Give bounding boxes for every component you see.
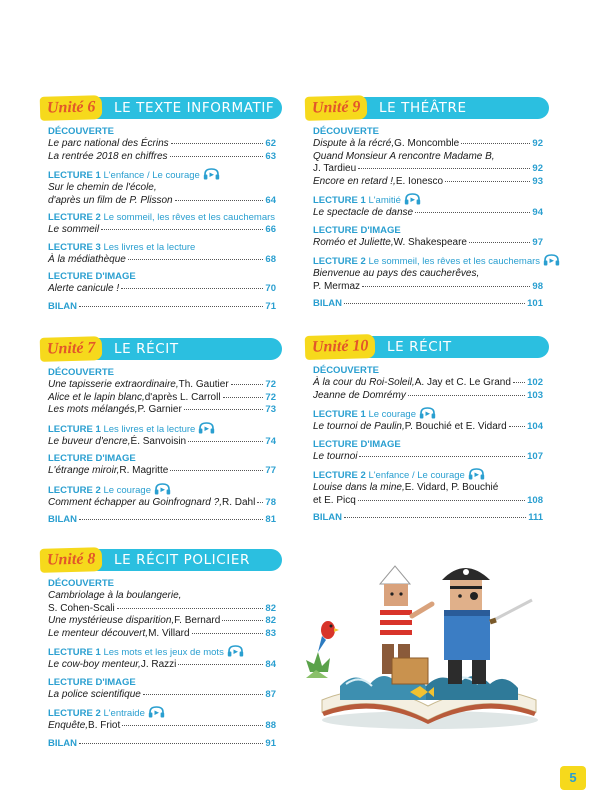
unit-content [40,126,276,313]
section-label: LECTURE 2 [48,212,101,223]
audio-headphones-icon[interactable] [198,422,215,434]
toc-entry[interactable] [313,207,543,220]
toc-entry[interactable] [313,163,543,176]
section-heading [313,407,543,421]
page-number: 5 [560,766,586,790]
section-label: LECTURE 2 [48,708,101,719]
entry-title: Le sommeil [48,224,100,235]
leader-dots [257,502,263,503]
leader-dots [408,395,525,396]
toc-section [313,126,543,188]
section-label: LECTURE D'IMAGE [313,224,401,236]
toc-section [313,193,543,220]
leader-dots [128,259,264,260]
toc-entry[interactable] [48,224,276,237]
entry-author: A. Jay et C. Le Grand [414,377,511,388]
toc-section [48,422,276,449]
section-label: DÉCOUVERTE [313,126,379,137]
entry-page: 87 [265,688,276,700]
section-label: DÉCOUVERTE [48,578,114,589]
toc-section [48,212,276,237]
section-theme: L'enfance / Le courage [368,470,465,481]
section-theme: Les mots et les jeux de mots [103,647,224,658]
unit-content [305,126,543,311]
entry-page: 94 [532,207,543,218]
entry-page: 62 [265,138,276,149]
unit-title: LE TEXTE INFORMATIF [114,100,275,116]
bilan-entry[interactable] [48,738,276,751]
bilan-section [313,512,543,525]
entry-page: 104 [527,421,543,432]
audio-headphones-icon[interactable] [468,468,485,480]
section-theme: L'enfance / Le courage [103,170,200,181]
toc-entry[interactable] [48,497,276,510]
section-heading [48,242,276,254]
audio-headphones-icon[interactable] [154,483,171,495]
section-heading [48,422,276,436]
entry-page: 92 [532,138,543,149]
section-label: LECTURE D'IMAGE [48,453,136,464]
entry-page: 97 [532,236,543,248]
toc-entry[interactable] [48,615,276,628]
toc-entry[interactable] [48,465,276,478]
toc-section [48,126,276,163]
section-theme: L'entraide [103,708,145,719]
entry-page: 78 [265,496,276,508]
entry-title: Le spectacle de danse [313,207,414,218]
bilan-section [313,298,543,311]
entry-page: 92 [532,163,543,174]
entry-author: E. Ionesco [395,175,444,187]
section-label: LECTURE 2 [313,470,366,481]
bilan-label: BILAN [313,298,343,309]
entry-title: Jeanne de Domrémy [313,389,406,401]
unit-title: LE RÉCIT FANTASTIQUE [114,341,213,381]
bilan-label: BILAN [48,300,78,312]
leader-dots [358,168,530,169]
leader-dots [178,664,263,665]
unit-tag: Unité 9 [305,95,368,121]
section-heading [313,254,543,268]
toc-section [48,677,276,702]
audio-headphones-icon[interactable] [227,645,244,657]
toc-entry[interactable] [48,151,276,164]
leader-dots [231,384,264,385]
bilan-section [48,738,276,751]
entry-page: 70 [265,283,276,294]
entry-author: E. Vidard, P. Bouchié [404,482,499,493]
entry-page: 88 [265,720,276,731]
unit-tag: Unité 6 [40,95,103,121]
entry-page: 66 [265,224,276,235]
entry-author: d'après L. Carroll [144,391,221,403]
entry-page: 68 [265,253,276,265]
section-theme: Le sommeil, les rêves et les cauchemars [368,256,541,267]
entry-title: Roméo et Juliette, [313,236,394,248]
entry-title: Les mots mélangés, [48,404,138,415]
bilan-label: BILAN [48,514,78,525]
entry-title: L'étrange miroir, [48,465,120,476]
entry-title: Le tournoi [313,450,358,462]
bilan-page: 101 [527,298,543,309]
entry-title: Bienvenue au pays des caucherêves, [313,268,480,279]
entry-author: J. Tardieu [313,163,357,174]
toc-entry[interactable] [48,138,276,151]
entry-title: À la cour du Roi-Soleil, [313,377,415,388]
toc-entry[interactable] [313,237,543,250]
leader-dots [101,229,263,230]
leader-dots [143,694,264,695]
section-heading [48,168,276,182]
entry-title: Le parc national des Écrins [48,138,169,149]
entry-page: 108 [527,494,543,506]
section-theme: Les livres et la lecture [103,241,196,253]
toc-section [48,645,276,672]
section-theme: Les livres et la lecture [103,423,196,435]
leader-dots [175,200,264,201]
unit-content [40,578,276,750]
entry-page: 64 [265,194,276,206]
toc-section [48,271,276,296]
leader-dots [445,181,530,182]
unit-banner [40,96,276,120]
entry-page: 83 [265,627,276,639]
unit-title: LE RÉCIT POLICIER [114,552,250,568]
section-heading [313,468,543,482]
leader-dots [344,303,525,304]
unit-tag: Unité 10 [305,334,376,360]
entry-author: Th. Gautier [178,379,229,390]
section-label: LECTURE 1 [48,170,101,181]
section-label: DÉCOUVERTE [48,126,114,137]
unit-banner [40,548,276,572]
entry-author: W. Shakespeare [393,236,467,248]
entry-title: La rentrée 2018 en chiffres [48,150,168,162]
leader-dots [513,382,525,383]
section-heading [48,212,276,224]
entry-title: d'après un film de P. Plisson [48,194,173,206]
toc-entry[interactable] [48,436,276,449]
unit-tag: Unité 7 [40,336,103,362]
toc-entry[interactable] [48,404,276,417]
entry-title: Dispute à la récré, [313,138,395,149]
entry-page: 82 [265,615,276,626]
toc-entry[interactable] [313,390,543,403]
unit-8 [40,548,276,750]
toc-entry[interactable] [313,421,543,434]
leader-dots [171,143,264,144]
section-theme: Le courage [368,409,416,420]
audio-headphones-icon[interactable] [404,193,421,205]
section-label: LECTURE 3 [48,241,101,253]
section-heading [48,645,276,659]
toc-entry[interactable] [48,283,276,296]
entry-title: Alerte canicule ! [48,283,120,294]
audio-headphones-icon[interactable] [148,706,165,718]
section-heading [48,706,276,720]
toc-entry[interactable] [48,603,276,616]
entry-page: 84 [265,659,276,670]
bilan-page: 91 [265,737,276,749]
toc-entry[interactable] [48,689,276,702]
leader-dots [223,397,264,398]
toc-section [48,168,276,207]
section-label: LECTURE 2 [313,256,366,267]
leader-dots [79,519,263,520]
toc-entry[interactable] [313,281,543,294]
entry-author: B. Friot [88,720,121,731]
bilan-page: 71 [265,300,276,312]
section-heading [48,453,276,465]
section-label: DÉCOUVERTE [48,367,114,378]
leader-dots [344,517,526,518]
entry-author: P. Mermaz [313,280,361,292]
entry-page: 77 [265,465,276,476]
entry-author: R. Magritte [119,465,169,476]
entry-page: 103 [527,389,543,401]
toc-entry[interactable] [48,628,276,641]
entry-title: À la médiathèque [48,253,126,265]
entry-page: 72 [265,379,276,390]
leader-dots [117,608,264,609]
entry-author: É. Sanvoisin [130,435,187,447]
entry-page: 93 [532,175,543,187]
toc-section [48,242,276,267]
section-heading [313,193,543,207]
leader-dots [170,156,264,157]
toc-entry[interactable] [48,720,276,733]
unit-6 [40,96,276,313]
entry-title: Le cow-boy menteur, [48,659,141,670]
audio-headphones-icon[interactable] [543,254,560,266]
entry-author: S. Cohen-Scali [48,602,115,614]
toc-section [313,254,543,293]
leader-dots [359,456,525,457]
section-label: LECTURE 1 [313,195,366,206]
unit-title: LE THÉÂTRE [379,100,467,116]
leader-dots [79,306,263,307]
toc-entry[interactable] [48,254,276,267]
bilan-entry[interactable] [48,514,276,527]
bilan-entry[interactable] [313,512,543,525]
leader-dots [358,500,525,501]
entry-page: 73 [265,404,276,415]
entry-title: Enquête, [48,720,89,731]
toc-section [313,407,543,434]
toc-entry[interactable] [313,495,543,508]
entry-author: P. Bouchié et E. Vidard [404,421,507,432]
entry-author: M. Villard [148,627,190,639]
unit-content [305,365,543,525]
section-label: LECTURE 1 [48,647,101,658]
leader-dots [461,143,530,144]
leader-dots [184,409,264,410]
entry-page: 98 [532,280,543,292]
entry-title: Comment échapper au Goinfrognard ?, [48,496,222,508]
section-heading [48,483,276,497]
leader-dots [170,470,263,471]
toc-entry[interactable] [48,659,276,672]
unit-banner [305,96,543,120]
entry-page: 82 [265,602,276,614]
section-heading [313,439,543,451]
bilan-page: 81 [265,514,276,525]
entry-title: Louise dans la mine, [313,482,405,493]
section-label: LECTURE 2 [48,484,101,496]
toc-entry[interactable] [313,176,543,189]
section-heading [48,578,276,590]
leader-dots [362,286,530,287]
bilan-section [48,514,276,527]
section-label: LECTURE D'IMAGE [48,271,136,282]
toc-section [313,225,543,250]
section-heading [48,271,276,283]
unit-7 [40,337,276,527]
toc-entry[interactable] [48,195,276,208]
toc-entry[interactable] [313,451,543,464]
leader-dots [122,725,263,726]
toc-section [48,483,276,510]
entry-title: Une tapisserie extraordinaire, [48,379,179,390]
leader-dots [509,426,525,427]
unit-content [40,367,276,527]
toc-entry[interactable] [313,151,543,164]
entry-title: Le menteur découvert, [48,627,149,639]
unit-9 [305,96,543,311]
toc-entry[interactable] [313,138,543,151]
entry-author: et E. Picq [313,494,356,506]
entry-page: 63 [265,150,276,162]
entry-title: Encore en retard !, [313,175,396,187]
toc-entry[interactable] [48,590,276,603]
entry-title: Une mystérieuse disparition, [48,615,175,626]
toc-entry[interactable] [313,268,543,281]
leader-dots [192,633,264,634]
entry-page: 102 [527,377,543,388]
entry-author: R. Dahl [222,496,256,508]
audio-headphones-icon[interactable] [203,168,220,180]
entry-title: Le buveur d'encre, [48,435,131,447]
bilan-entry[interactable] [313,298,543,311]
entry-author: J. Razzi [140,659,177,670]
entry-author: P. Garnier [137,404,182,415]
section-heading [313,126,543,138]
entry-title: Cambriolage à la boulangerie, [48,590,182,601]
toc-section [48,453,276,478]
toc-section [313,439,543,464]
unit-10 [305,335,543,525]
entry-title: Quand Monsieur A rencontre Madame B, [313,150,495,162]
leader-dots [79,743,263,744]
entry-title: Sur le chemin de l'école, [48,182,157,193]
bilan-section [48,301,276,314]
entry-title: Le tournoi de Paulin, [313,421,405,432]
section-label: LECTURE D'IMAGE [48,676,136,688]
toc-entry[interactable] [48,182,276,195]
entry-page: 107 [527,450,543,462]
section-heading [48,126,276,138]
section-label: DÉCOUVERTE [313,365,379,376]
pirate-children-illustration [300,560,552,732]
entry-title: La police scientifique [48,688,141,700]
leader-dots [188,441,263,442]
toc-section [48,706,276,733]
leader-dots [469,242,530,243]
toc-entry[interactable] [313,482,543,495]
bilan-entry[interactable] [48,301,276,314]
toc-section [48,578,276,640]
entry-page: 72 [265,391,276,403]
toc-section [313,468,543,507]
leader-dots [121,288,263,289]
section-label: LECTURE 1 [48,423,101,435]
bilan-page: 111 [528,512,543,523]
entry-author: F. Bernard [174,615,221,626]
unit-title: LE RÉCIT HISTORIQUE [387,339,477,379]
section-theme: L'amitié [368,195,401,206]
section-theme: Le courage [103,484,151,496]
audio-headphones-icon[interactable] [419,407,436,419]
bilan-label: BILAN [313,512,343,523]
entry-author: G. Moncomble [394,138,460,149]
entry-page: 74 [265,435,276,447]
entry-title: Alice et le lapin blanc, [48,391,145,403]
leader-dots [222,620,263,621]
section-label: LECTURE D'IMAGE [313,438,401,450]
section-theme: Le sommeil, les rêves et les cauchemars [103,212,276,223]
unit-tag: Unité 8 [40,547,103,573]
leader-dots [415,212,530,213]
section-heading [48,677,276,689]
section-label: LECTURE 1 [313,409,366,420]
bilan-label: BILAN [48,737,78,749]
section-heading [313,225,543,237]
toc-entry[interactable] [48,392,276,405]
